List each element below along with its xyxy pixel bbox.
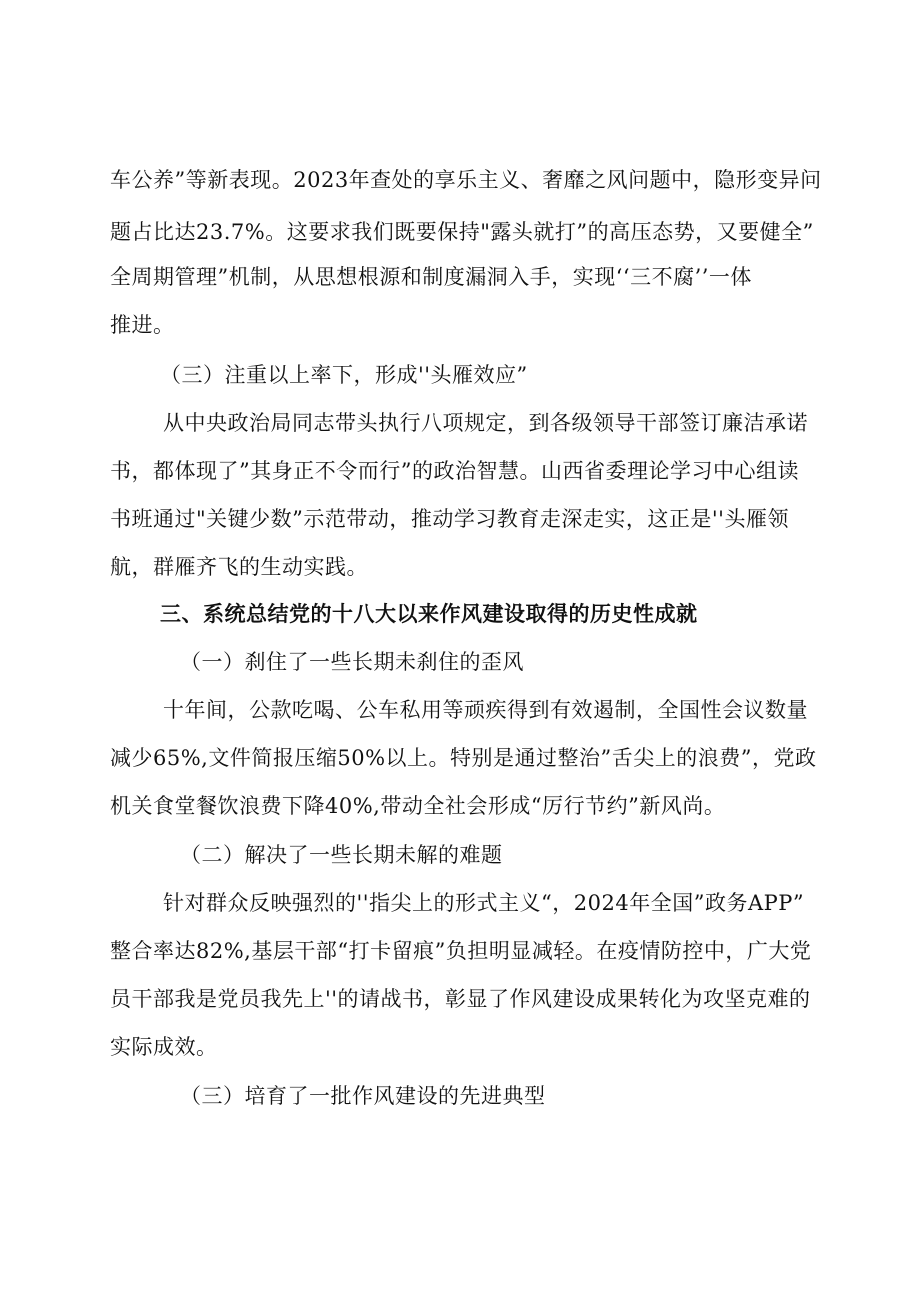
- paragraph-line: 实际成效。: [110, 1035, 218, 1059]
- paragraph-line: 全周期管理”机制，从思想根源和制度漏洞入手，实现‘‘三不腐’’一体: [110, 265, 752, 289]
- paragraph-line: 员干部我是党员我先上''的请战书，彰显了作风建设成果转化为攻坚克难的: [110, 987, 811, 1011]
- section-heading: 三、系统总结党的十八大以来作风建设取得的历史性成就: [160, 601, 698, 626]
- paragraph-line: 从中央政治局同志带头执行八项规定，到各级领导干部签订廉洁承诺: [163, 411, 808, 435]
- paragraph-line: 针对群众反映强烈的''指尖上的形式主义“，2024年全国”政务APP”: [163, 891, 805, 915]
- paragraph-line: 整合率达82%,基层干部“打卡留痕”负担明显减轻。在疫情防控中，广大党: [110, 939, 812, 963]
- paragraph-line: 减少65%,文件简报压缩50%以上。特别是通过整治”舌尖上的浪费”，党政: [110, 746, 817, 770]
- paragraph-line: 书班通过"关键少数”示范带动，推动学习教育走深走实，这正是''头雁领: [110, 507, 789, 531]
- paragraph-line: 推进。: [110, 313, 175, 337]
- paragraph-line: 机关食堂餐饮浪费下降40%,带动全社会形成“厉行节约”新风尚。: [110, 794, 726, 818]
- paragraph-line: 十年间，公款吃喝、公车私用等顽疾得到有效遏制，全国性会议数量: [163, 698, 808, 722]
- subheading: （三）培育了一批作风建设的先进典型: [180, 1084, 546, 1108]
- subheading: （二）解决了一些长期未解的难题: [180, 843, 503, 867]
- subheading: （三）注重以上率下，形成''头雁效应”: [160, 363, 528, 387]
- paragraph-line: 书，都体现了”其身正不令而行”的政治智慧。山西省委理论学习中心组读: [110, 459, 799, 483]
- paragraph-line: 航，群雁齐飞的生动实践。: [110, 555, 368, 579]
- paragraph-line: 车公养”等新表现。2023年查处的享乐主义、奢靡之风问题中，隐形变异问: [110, 168, 822, 192]
- subheading: （一）刹住了一些长期未刹住的歪风: [180, 650, 524, 674]
- paragraph-line: 题占比达23.7%。这要求我们既要保持"露头就打”的高压态势，又要健全”: [110, 220, 814, 244]
